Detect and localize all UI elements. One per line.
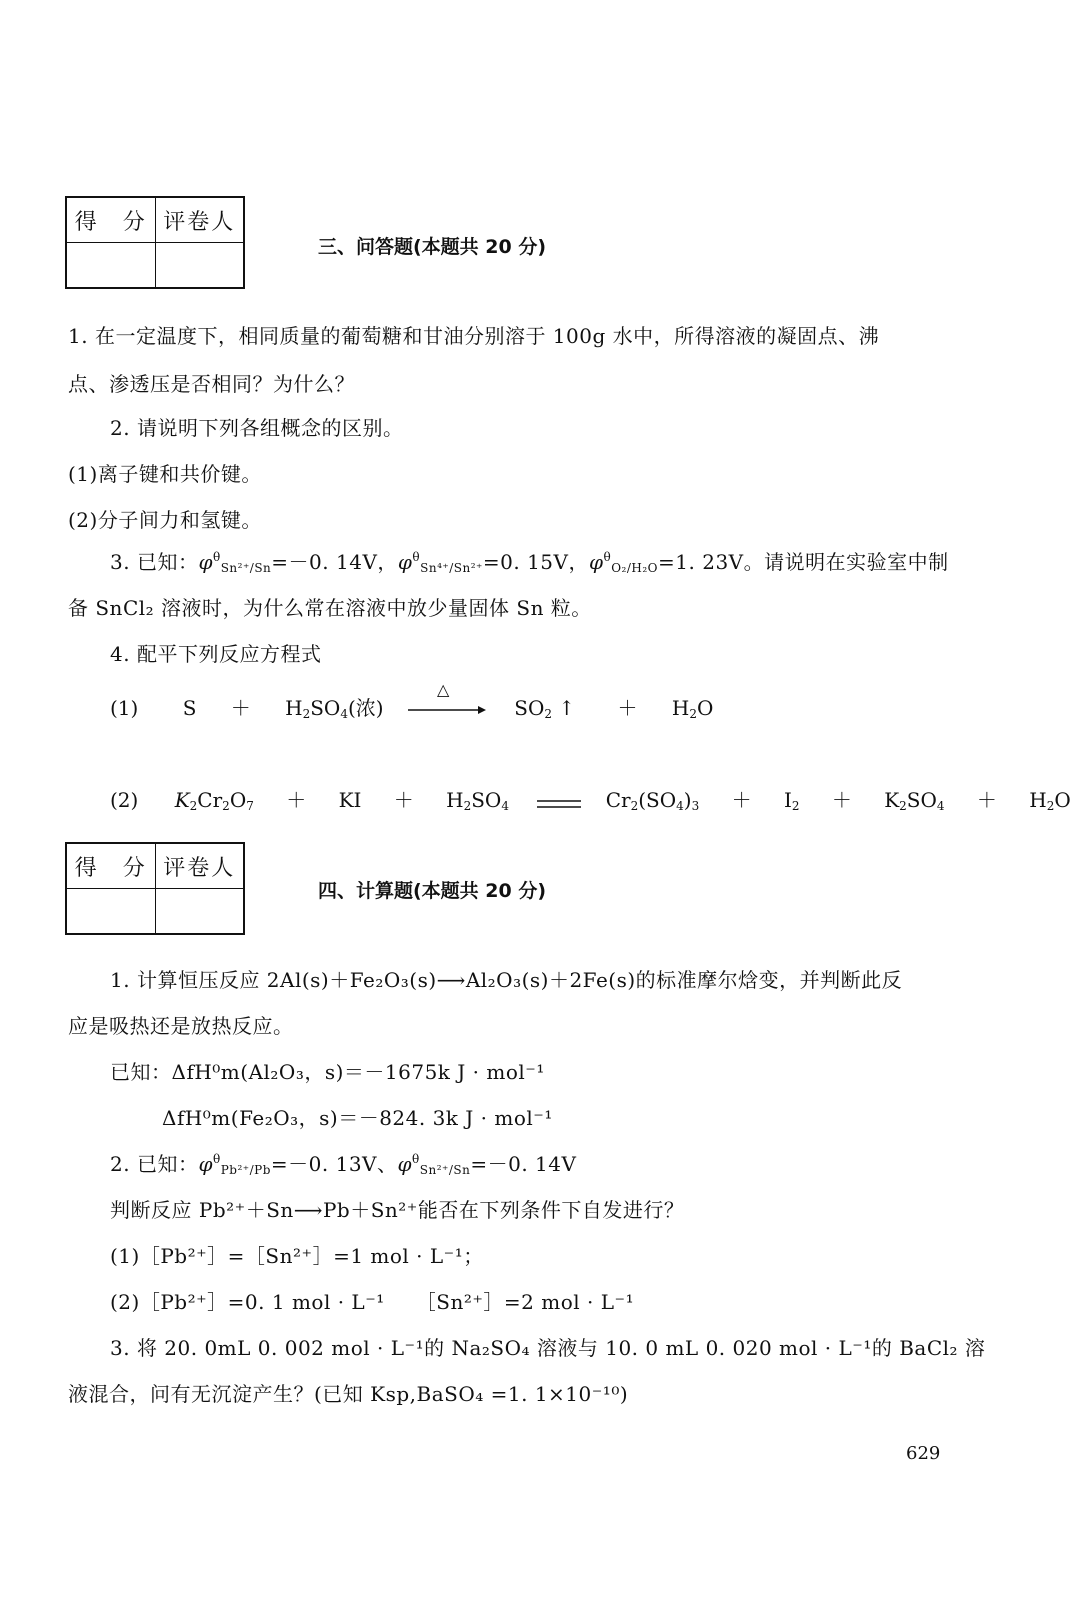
- score-table-2: [65, 842, 245, 935]
- heat-arrow: [408, 679, 486, 720]
- q1-line1: 1. 在一定温度下，相同质量的葡萄糖和甘油分别溶于 100g 水中，所得溶液的凝固点、沸: [68, 324, 880, 348]
- page-number: 629: [906, 1443, 941, 1464]
- delta-symbol: △: [436, 679, 450, 699]
- c2-line1: 2. 已知：$\varphi^\theta_{Pb^{2+}/Pb}=-0$. 13V、$\varphi^\theta_{Sn^{2+}/Sn}=-0$. 14V: [110, 1152, 577, 1177]
- c2-line2: 判断反应 Pb²⁺＋Sn⟶Pb＋Sn²⁺能否在下列条件下自发进行？: [110, 1198, 685, 1222]
- q2-text: 2. 请说明下列各组概念的区别。: [110, 416, 404, 440]
- c2-value1: =－0. 13V、: [270, 1152, 398, 1176]
- c2-condition1: (1)［Pb²⁺］=［Sn²⁺］=1 mol · L⁻¹；: [110, 1244, 484, 1268]
- c1-known2: ΔfH⁰m(Fe₂O₃，s)＝－824. 3k J · mol⁻¹: [162, 1106, 553, 1130]
- q3-line1: 3. 已知：$\varphi^\theta_{Sn^{2+}/Sn}=-0$. 14V，$\varphi^\theta_{Sn^{4+}/Sn^{2+}}=0$. 15V，$\varphi^\theta_{O_2/H_2O}=1$. 23V。请说明在实验室中制: [110, 550, 949, 575]
- q3-value3: =1. 23V。请说明在实验室中制: [658, 550, 949, 574]
- score-header: 得 分: [66, 843, 155, 889]
- grader-header: 评卷人: [155, 197, 244, 243]
- section-3-title: 三、问答题(本题共 20 分): [318, 236, 547, 258]
- q2-item2: (2)分子间力和氢键。: [68, 508, 262, 532]
- q4-text: 4. 配平下列反应方程式: [110, 642, 322, 666]
- q2-item1: (1)离子键和共价键。: [68, 462, 262, 486]
- eq2-number: (2): [110, 788, 139, 812]
- c2-value2: =－0. 14V: [470, 1152, 577, 1176]
- q3-value2: =0. 15V，: [482, 550, 589, 574]
- c1-line1: 1. 计算恒压反应 2Al(s)＋Fe₂O₃(s)⟶Al₂O₃(s)＋2Fe(s)的标准摩尔焓变，并判断此反: [110, 968, 903, 992]
- c2-condition2: (2)［Pb²⁺］=0. 1 mol · L⁻¹ ［Sn²⁺］=2 mol · L⁻¹: [110, 1290, 635, 1314]
- equation-2: (2) $K_2Cr_2O_7$ ＋ KI ＋ $H_2SO_4$ $Cr_2(SO_4)_3 + I_2 + K_2SO_4 + H_2O$: [110, 788, 1071, 813]
- q3-prefix: 3. 已知：: [110, 550, 199, 574]
- equation-1: (1) $S + H_2SO_4$(浓) △ $SO_2$ ↑ ＋ $H_2O$: [110, 679, 714, 721]
- q1-line2: 点、渗透压是否相同？为什么？: [68, 372, 355, 396]
- score-header: 得 分: [66, 197, 155, 243]
- c2-prefix: 2. 已知：: [110, 1152, 199, 1176]
- equals-sign: [537, 790, 581, 814]
- grader-cell: [155, 889, 244, 935]
- c3-line1: 3. 将 20. 0mL 0. 002 mol · L⁻¹的 Na₂SO₄ 溶液与 10. 0 mL 0. 020 mol · L⁻¹的 BaCl₂ 溶: [110, 1336, 986, 1360]
- q3-value1: =－0. 14V，: [271, 550, 398, 574]
- c1-line2: 应是吸热还是放热反应。: [68, 1014, 294, 1038]
- c3-line2: 液混合，问有无沉淀产生？(已知 Ksp,BaSO₄ =1. 1×10⁻¹⁰): [68, 1382, 629, 1406]
- c1-known1: 已知：ΔfH⁰m(Al₂O₃，s)＝－1675k J · mol⁻¹: [110, 1060, 545, 1084]
- grader-cell: [155, 243, 244, 289]
- q3-line2: 备 SnCl₂ 溶液时，为什么常在溶液中放少量固体 Sn 粒。: [68, 596, 592, 620]
- section-4-title: 四、计算题(本题共 20 分): [318, 880, 547, 902]
- score-cell: [66, 889, 155, 935]
- grader-header: 评卷人: [155, 843, 244, 889]
- score-cell: [66, 243, 155, 289]
- eq1-number: (1): [110, 696, 139, 720]
- score-table-1: [65, 196, 245, 289]
